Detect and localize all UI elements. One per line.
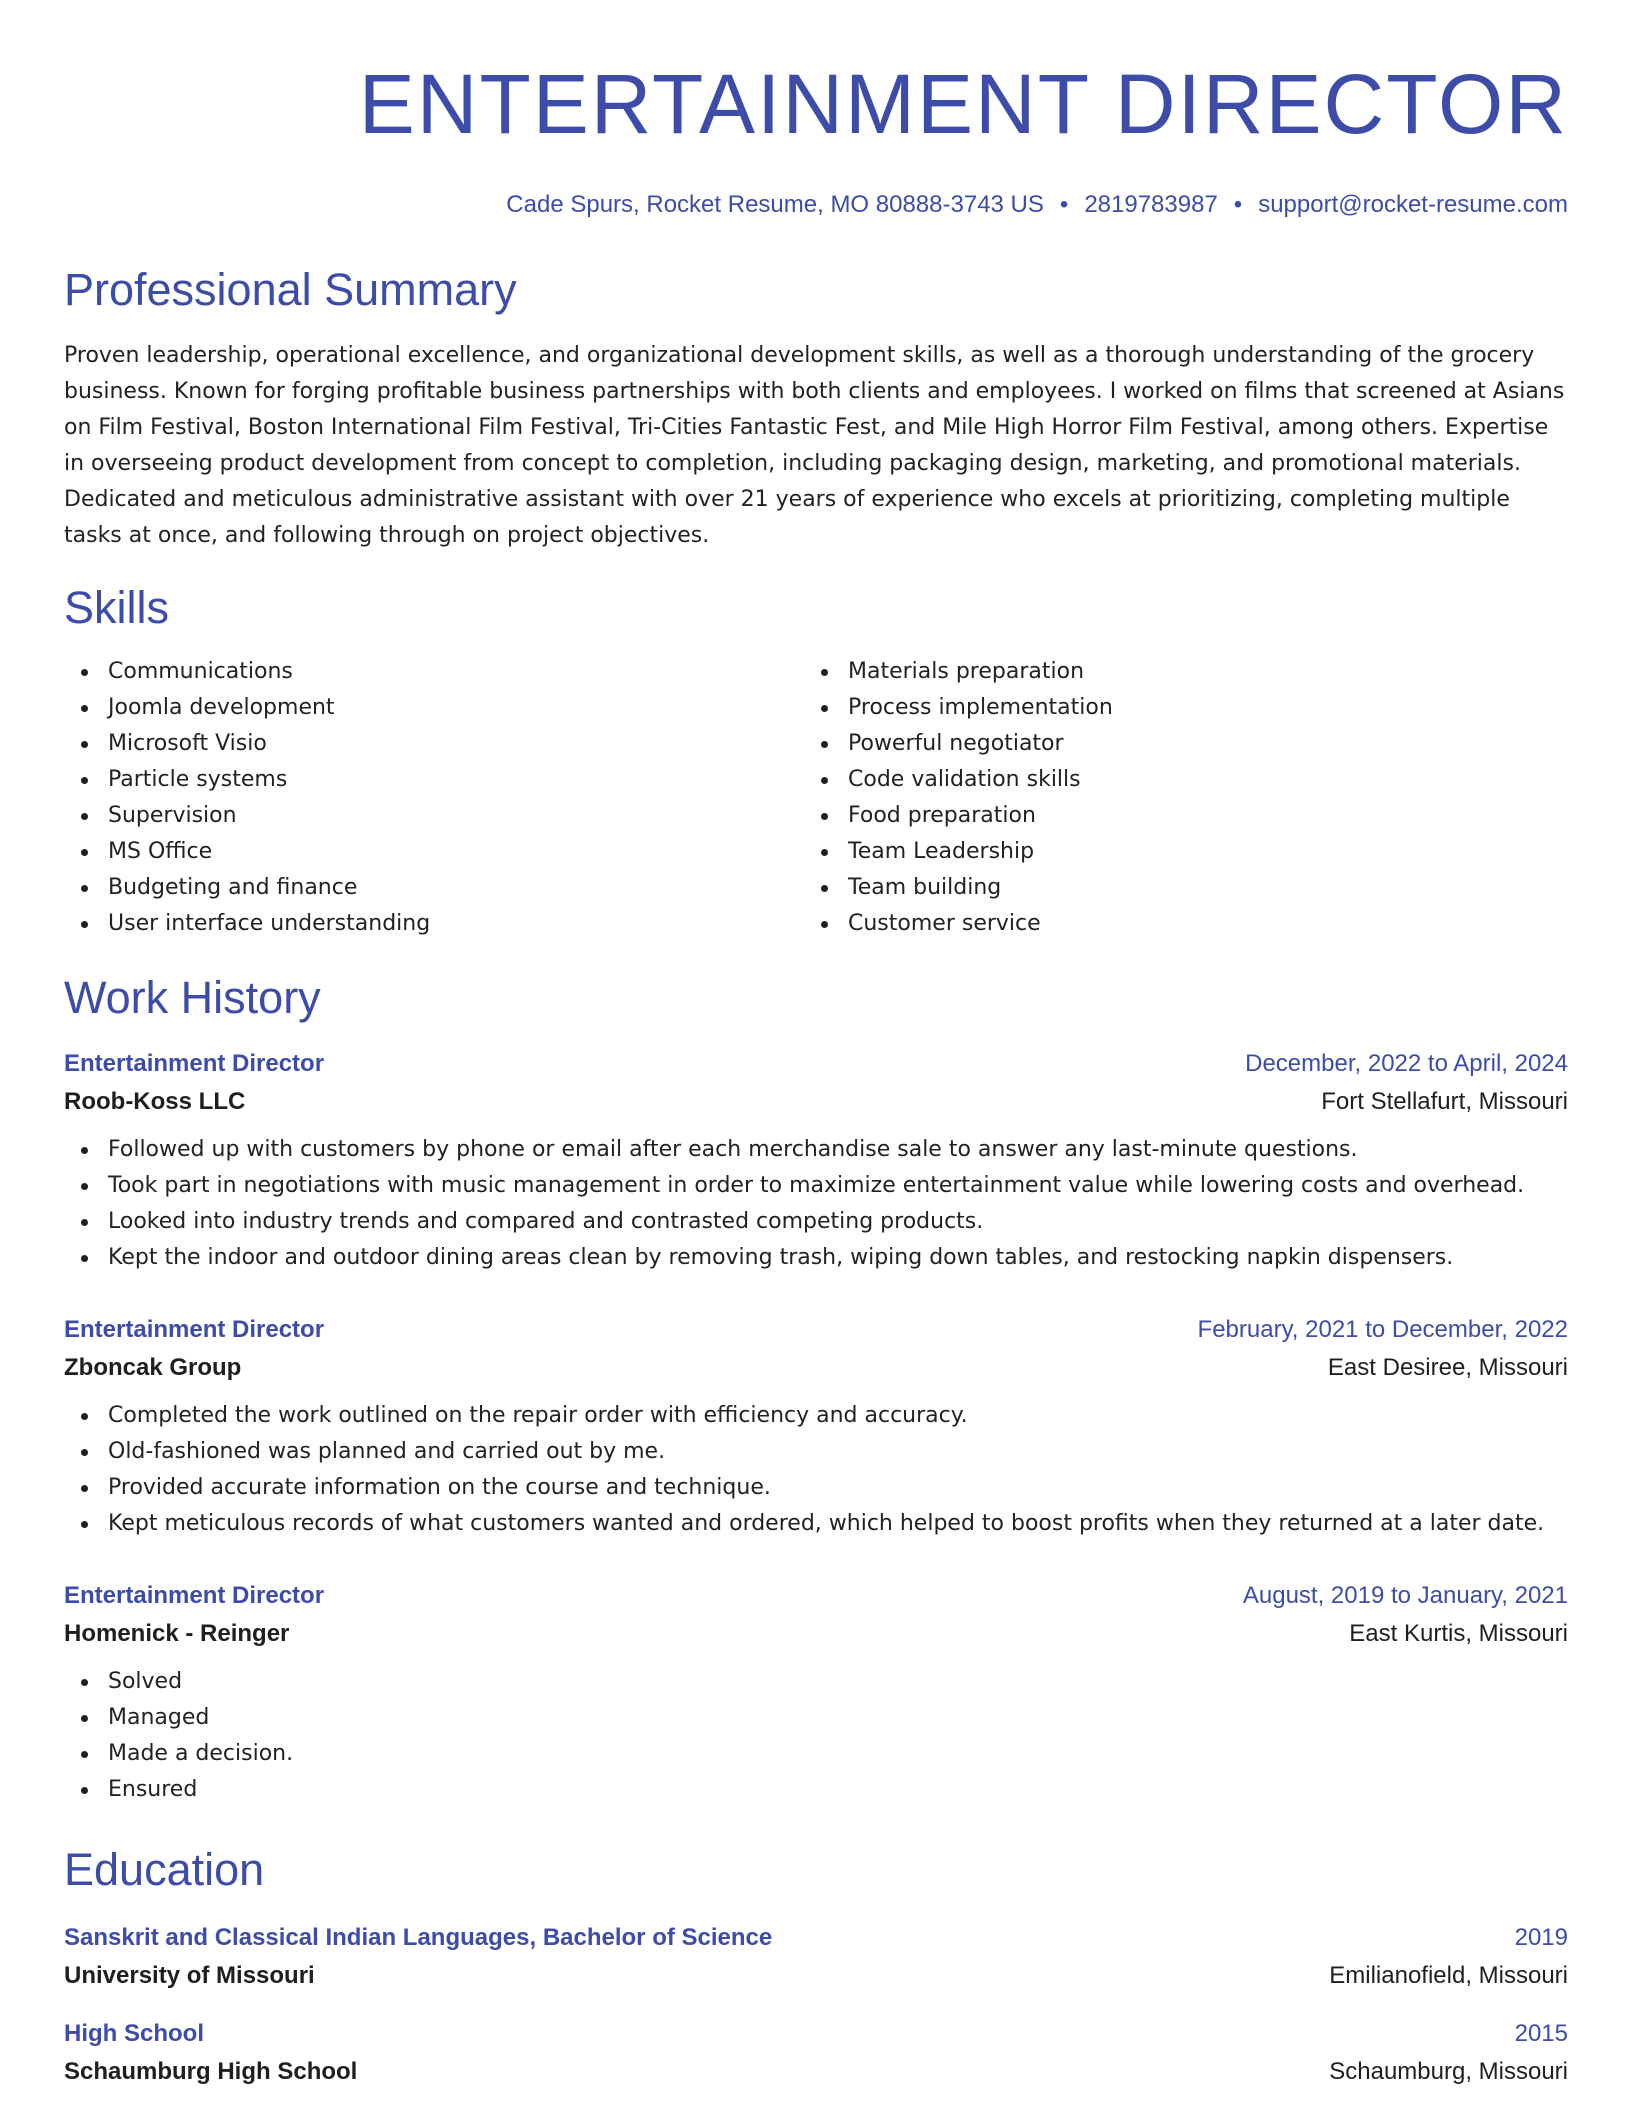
contact-phone[interactable]: 2819783987 (1084, 191, 1218, 218)
summary-heading: Professional Summary (64, 264, 517, 315)
job-bullet: Solved (64, 1664, 1568, 1700)
education-entry (64, 2018, 1568, 2088)
skill-item: Code validation skills (804, 762, 1544, 798)
skill-item: Joomla development (64, 690, 804, 726)
skills-column-left (64, 654, 804, 942)
education-entry (64, 1922, 1568, 1992)
skill-item: Team building (804, 870, 1544, 906)
job-location: East Kurtis, Missouri (1349, 1620, 1568, 1647)
resume-title: ENTERTAINMENT DIRECTOR (358, 57, 1568, 151)
job-bullet: Completed the work outlined on the repair order with efficiency and accuracy. (64, 1398, 1568, 1434)
skill-item: Supervision (64, 798, 804, 834)
job-company: Zboncak Group (64, 1354, 242, 1381)
job-bullets (64, 1664, 1568, 1808)
job-bullet: Looked into industry trends and compared and contrasted competing products. (64, 1204, 1568, 1240)
job-header-row (64, 1314, 1568, 1346)
summary-text: Proven leadership, operational excellence, and organizational development skills, as well as a thorough understanding of the grocery business. Known for forging profitable business partnerships with both clients and employees. I worked on films that screened at Asians on Film Festival, Boston International Film Festival, Tri-Cities Fantastic Fest, and Mile High Horror Film Festival, among others. Expertise in overseeing product development from concept to completion, including packaging design, marketing, and promotional materials. Dedicated and meticulous administrative assistant with over 21 years of experience who excels at prioritizing, completing multiple tasks at once, and following through on project objectives. (64, 343, 1565, 548)
job-header-row (64, 1048, 1568, 1080)
job-title: Entertainment Director (64, 1582, 325, 1609)
job-title: Entertainment Director (64, 1316, 325, 1343)
education-heading: Education (64, 1844, 265, 1895)
skills-grid (64, 654, 1568, 942)
job-location: Fort Stellafurt, Missouri (1321, 1088, 1568, 1115)
job-company: Roob-Koss LLC (64, 1088, 246, 1115)
skills-column-right (804, 654, 1544, 942)
job-company-row (64, 1080, 1568, 1118)
job-entry (64, 1580, 1568, 1808)
skill-item: Food preparation (804, 798, 1544, 834)
job-entry (64, 1048, 1568, 1276)
skill-item: Microsoft Visio (64, 726, 804, 762)
job-bullets (64, 1398, 1568, 1542)
skill-item: Communications (64, 654, 804, 690)
job-bullet: Old-fashioned was planned and carried out by me. (64, 1434, 1568, 1470)
contact-separator: • (1233, 191, 1243, 218)
job-bullet: Managed (64, 1700, 1568, 1736)
skill-item: Team Leadership (804, 834, 1544, 870)
education-degree: Sanskrit and Classical Indian Languages, Bachelor of Science (64, 1924, 773, 1951)
skill-item: Materials preparation (804, 654, 1544, 690)
job-company: Homenick - Reinger (64, 1620, 290, 1647)
education-year: 2019 (1514, 1924, 1568, 1951)
job-location: East Desiree, Missouri (1327, 1354, 1568, 1381)
job-bullet: Took part in negotiations with music management in order to maximize entertainment value while lowering costs and overhead. (64, 1168, 1568, 1204)
job-title: Entertainment Director (64, 1050, 325, 1077)
education-school-row (64, 1954, 1568, 1992)
education-header-row (64, 2018, 1568, 2050)
job-company-row (64, 1612, 1568, 1650)
education-location: Emilianofield, Missouri (1329, 1962, 1568, 1989)
education-degree: High School (64, 2020, 204, 2047)
skills-heading: Skills (64, 582, 170, 633)
education-school: Schaumburg High School (64, 2058, 358, 2085)
job-bullet: Made a decision. (64, 1736, 1568, 1772)
skill-item: Customer service (804, 906, 1544, 942)
skill-item: MS Office (64, 834, 804, 870)
skill-item: Particle systems (64, 762, 804, 798)
job-bullet: Followed up with customers by phone or email after each merchandise sale to answer any last-minute questions. (64, 1132, 1568, 1168)
contact-line (64, 190, 1568, 220)
job-bullet: Ensured (64, 1772, 1568, 1808)
contact-address: Cade Spurs, Rocket Resume, MO 80888-3743 US (506, 191, 1044, 218)
job-header-row (64, 1580, 1568, 1612)
education-header-row (64, 1922, 1568, 1954)
contact-email[interactable]: support@rocket-resume.com (1258, 191, 1568, 218)
work-history-heading: Work History (64, 972, 321, 1023)
job-dates: February, 2021 to December, 2022 (1197, 1316, 1568, 1343)
job-bullet: Provided accurate information on the course and technique. (64, 1470, 1568, 1506)
job-bullets (64, 1132, 1568, 1276)
job-bullet: Kept meticulous records of what customers wanted and ordered, which helped to boost profits when they returned at a later date. (64, 1506, 1568, 1542)
job-entry (64, 1314, 1568, 1542)
skill-item: Powerful negotiator (804, 726, 1544, 762)
education-location: Schaumburg, Missouri (1329, 2058, 1568, 2085)
job-dates: December, 2022 to April, 2024 (1245, 1050, 1568, 1077)
job-company-row (64, 1346, 1568, 1384)
education-year: 2015 (1514, 2020, 1568, 2047)
education-school: University of Missouri (64, 1962, 315, 1989)
education-school-row (64, 2050, 1568, 2088)
skill-item: Budgeting and finance (64, 870, 804, 906)
contact-separator: • (1059, 191, 1069, 218)
job-bullet: Kept the indoor and outdoor dining areas clean by removing trash, wiping down tables, and restocking napkin dispensers. (64, 1240, 1568, 1276)
skill-item: Process implementation (804, 690, 1544, 726)
skill-item: User interface understanding (64, 906, 804, 942)
job-dates: August, 2019 to January, 2021 (1242, 1582, 1568, 1609)
